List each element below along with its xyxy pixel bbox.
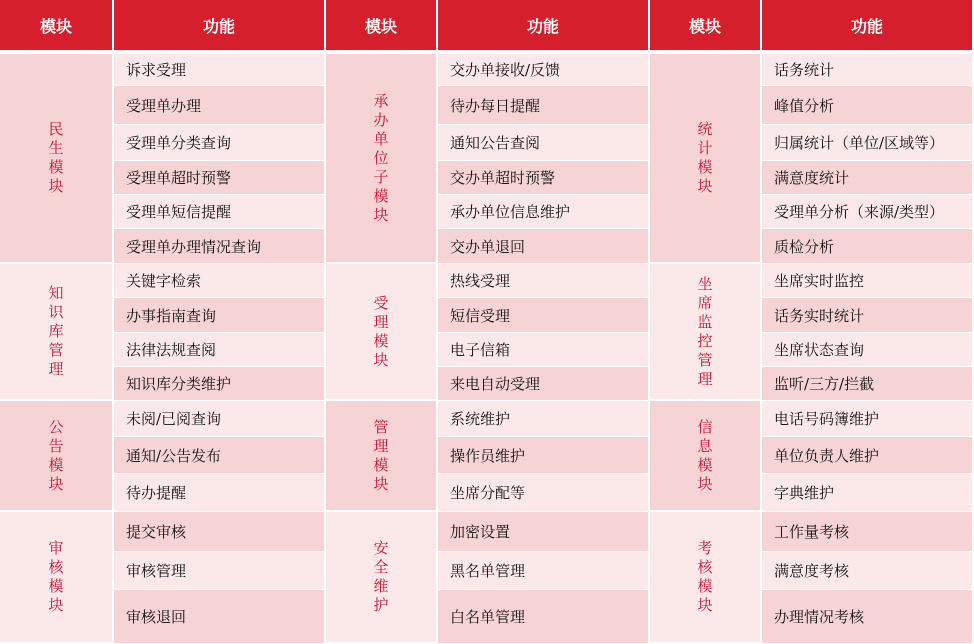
module-cell (650, 512, 762, 644)
function-item: 受理单分析（来源/类型） (762, 195, 974, 229)
function-item: 诉求受理 (114, 54, 326, 86)
module-cell (326, 54, 438, 264)
function-item: 交办单超时预警 (438, 161, 650, 195)
module-cell (326, 264, 438, 401)
function-item: 质检分析 (762, 229, 974, 264)
function-item: 审核管理 (114, 552, 326, 590)
function-item: 电话号码簿维护 (762, 401, 974, 437)
header-module-cell: 模块 (650, 0, 762, 50)
module-name: 民生模块 (48, 120, 64, 195)
function-item: 审核退回 (114, 590, 326, 644)
module-cell (0, 401, 114, 512)
function-item: 加密设置 (438, 512, 650, 552)
function-item: 坐席分配等 (438, 474, 650, 512)
function-item: 黑名单管理 (438, 552, 650, 590)
function-item: 未阅/已阅查询 (114, 401, 326, 437)
function-item: 知识库分类维护 (114, 367, 326, 401)
function-item: 工作量考核 (762, 512, 974, 552)
function-item: 受理单超时预警 (114, 161, 326, 195)
function-item: 话务实时统计 (762, 298, 974, 333)
function-item: 短信受理 (438, 298, 650, 333)
function-item: 电子信箱 (438, 333, 650, 367)
function-item: 话务统计 (762, 54, 974, 86)
function-item: 系统维护 (438, 401, 650, 437)
function-item: 承办单位信息维护 (438, 195, 650, 229)
module-cell (650, 54, 762, 264)
module-name: 受理模块 (373, 293, 389, 369)
function-item: 通知公告查阅 (438, 125, 650, 161)
function-item: 受理单办理 (114, 86, 326, 125)
function-item: 办理情况考核 (762, 590, 974, 644)
header-function-cell: 功能 (762, 0, 974, 50)
function-item: 白名单管理 (438, 590, 650, 644)
module-name: 审核模块 (48, 539, 64, 614)
module-name: 信息模块 (697, 417, 713, 493)
module-name: 知识库管理 (48, 284, 64, 378)
function-item: 待办每日提醒 (438, 86, 650, 125)
function-item: 交办单接收/反馈 (438, 54, 650, 86)
module-name: 公告模块 (48, 417, 64, 493)
module-name: 考核模块 (697, 539, 713, 614)
function-item: 单位负责人维护 (762, 437, 974, 474)
header-function-cell: 功能 (438, 0, 650, 50)
header-module-cell: 模块 (0, 0, 114, 50)
module-cell (326, 512, 438, 644)
function-item: 热线受理 (438, 264, 650, 298)
function-item: 坐席状态查询 (762, 333, 974, 367)
module-cell (0, 512, 114, 644)
module-name: 管理模块 (373, 417, 389, 493)
function-item: 法律法规查阅 (114, 333, 326, 367)
function-item: 办事指南查询 (114, 298, 326, 333)
function-item: 提交审核 (114, 512, 326, 552)
function-item: 坐席实时监控 (762, 264, 974, 298)
function-item: 通知/公告发布 (114, 437, 326, 474)
function-item: 满意度考核 (762, 552, 974, 590)
function-item: 受理单短信提醒 (114, 195, 326, 229)
module-name: 坐席监控管理 (697, 274, 713, 388)
header-function-cell: 功能 (114, 0, 326, 50)
module-cell (326, 401, 438, 512)
module-name: 安全维护 (373, 539, 389, 614)
function-item: 归属统计（单位/区域等） (762, 125, 974, 161)
function-item: 受理单办理情况查询 (114, 229, 326, 264)
function-item: 字典维护 (762, 474, 974, 512)
module-name: 统计模块 (697, 120, 713, 195)
header-module-cell: 模块 (326, 0, 438, 50)
function-item: 满意度统计 (762, 161, 974, 195)
module-cell (650, 264, 762, 401)
function-item: 关键字检索 (114, 264, 326, 298)
function-item: 监听/三方/拦截 (762, 367, 974, 401)
module-cell (0, 54, 114, 264)
function-item: 峰值分析 (762, 86, 974, 125)
module-name: 承办单位子模块 (373, 91, 389, 224)
function-item: 受理单分类查询 (114, 125, 326, 161)
module-cell (0, 264, 114, 401)
module-cell (650, 401, 762, 512)
function-item: 交办单退回 (438, 229, 650, 264)
function-item: 操作员维护 (438, 437, 650, 474)
function-item: 来电自动受理 (438, 367, 650, 401)
function-item: 待办提醒 (114, 474, 326, 512)
